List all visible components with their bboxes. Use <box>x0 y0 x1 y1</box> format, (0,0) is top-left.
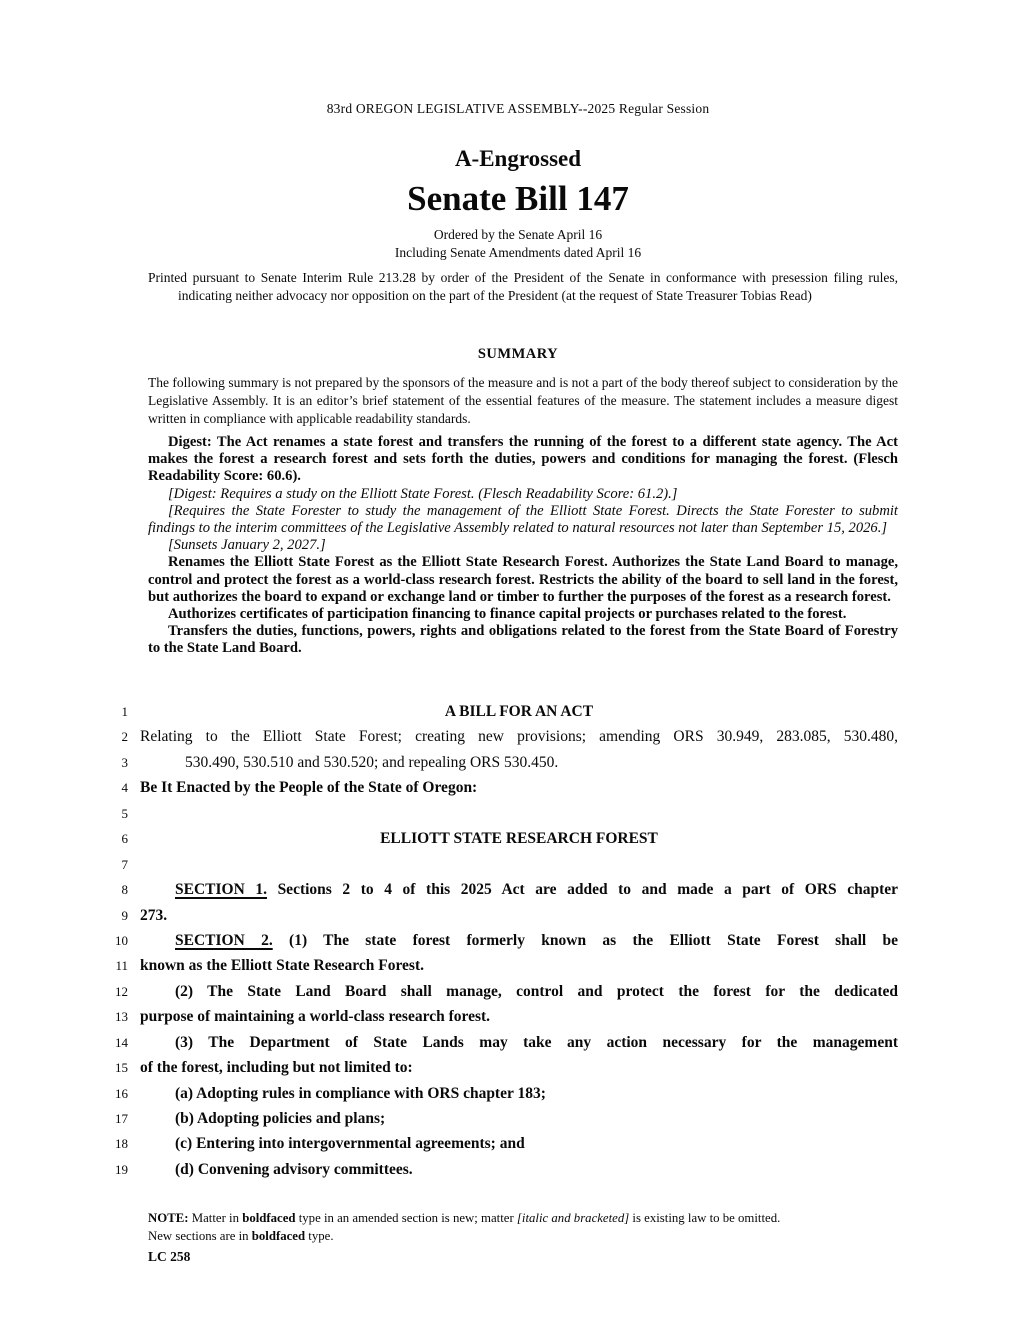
bill-line <box>0 724 898 749</box>
section-label: SECTION 1. <box>175 881 267 899</box>
line-text: (2) The State Land Board shall manage, control and protect the forest for the dedicated <box>175 982 898 1000</box>
line-text: 273. <box>140 906 168 924</box>
line-text: (a) Adopting rules in compliance with ORS chapter 183; <box>175 1084 546 1102</box>
note-segment: NOTE: <box>148 1211 189 1225</box>
note-segment: boldfaced <box>251 1228 306 1243</box>
digest-paragraph: Digest: The Act renames a state forest and transfers the running of the forest to a different state agency. The Act makes the forest a research forest and sets forth the duties, powers and conditions for managing the forest. (Flesch Readability Score: 60.6). <box>148 434 898 485</box>
note-line-1 <box>148 1210 904 1228</box>
digest-paragraph: [Sunsets January 2, 2027.] <box>168 537 326 554</box>
bill-line <box>0 1157 898 1182</box>
bill-line <box>0 826 898 851</box>
bill-line <box>0 1106 898 1131</box>
line-number: 4 <box>121 780 128 796</box>
line-text: Be It Enacted by the People of the State of Oregon: <box>140 779 478 797</box>
note-segment: boldfaced <box>242 1211 296 1225</box>
including-amendments-line: Including Senate Amendments dated April 16 <box>394 244 642 260</box>
section-label: SECTION 2. <box>175 931 273 949</box>
line-number: 13 <box>115 1009 128 1025</box>
printed-pursuant-paragraph: Printed pursuant to Senate Interim Rule 213.28 by order of the President of the Senate in conformance with presession filing rules, indicating neither advocacy nor opposition on the part of the President (at the request of State Treasurer Tobias Read) <box>148 270 898 303</box>
line-number: 10 <box>115 932 128 948</box>
summary-heading: SUMMARY <box>477 346 559 362</box>
digest-paragraph: [Requires the State Forester to study the management of the Elliott State Forest. Directs the State Forester to submit findings to the interim committees of the Legislative Assembly related to natural resources not later than September 15, 2026.] <box>148 502 898 537</box>
note-segment: type. <box>305 1228 334 1243</box>
line-text: SECTION 1. Sections 2 to 4 of this 2025 Act are added to and made a part of ORS chapter <box>175 881 898 899</box>
digest-paragraph: Transfers the duties, functions, powers, rights and obligations related to the forest from the State Board of Forestry to the State Land Board. <box>148 623 898 657</box>
line-number: 14 <box>115 1034 128 1050</box>
bill-line <box>0 1055 898 1080</box>
line-text: A BILL FOR AN ACT <box>444 703 594 720</box>
session-header: 83rd OREGON LEGISLATIVE ASSEMBLY--2025 Regular Session <box>326 101 710 116</box>
engrossed-label: A-Engrossed <box>454 146 582 171</box>
footer-note <box>148 1210 904 1245</box>
bill-line <box>0 1030 898 1055</box>
line-number: 1 <box>121 704 128 719</box>
line-number: 19 <box>115 1161 128 1177</box>
digest-paragraph: Renames the Elliott State Forest as the Elliott State Research Forest. Authorizes the State Land Board to manage, control and protect the forest as a world-class research forest. Restricts the ability of the board to sell land in the forest, but authorizes the board to expand or exchange land or timber to further the purposes of the forest as a research forest. <box>148 554 898 605</box>
bill-line <box>0 903 898 928</box>
ordered-block <box>138 226 898 261</box>
line-text: purpose of maintaining a world-class research forest. <box>140 1008 491 1026</box>
note-segment: type in an amended section is new; matter <box>295 1211 517 1225</box>
line-number: 12 <box>115 983 128 999</box>
line-number: 16 <box>115 1085 128 1101</box>
bill-line <box>0 750 898 775</box>
bill-line <box>0 928 898 953</box>
bill-line <box>0 801 898 826</box>
line-number: 9 <box>121 907 128 923</box>
line-number: 18 <box>115 1136 128 1152</box>
bill-title: Senate Bill 147 <box>407 179 629 218</box>
bill-line <box>0 979 898 1004</box>
note-segment: [italic and bracketed] <box>516 1211 630 1225</box>
line-text: ELLIOTT STATE RESEARCH FOREST <box>380 830 658 848</box>
line-text: (c) Entering into intergovernmental agreements; and <box>175 1135 525 1153</box>
ordered-by-line: Ordered by the Senate April 16 <box>433 227 603 242</box>
line-text: (d) Convening advisory committees. <box>175 1160 413 1178</box>
line-number: 15 <box>115 1060 128 1076</box>
line-number: 7 <box>121 856 128 872</box>
bill-lines <box>0 699 898 1182</box>
bill-line <box>0 877 898 902</box>
bill-line <box>0 953 898 978</box>
line-number: 5 <box>121 805 128 821</box>
bill-line <box>0 1004 898 1029</box>
line-number: 8 <box>121 882 128 898</box>
digest-paragraph: [Digest: Requires a study on the Elliott State Forest. (Flesch Readability Score: 61.2).] <box>168 485 678 502</box>
line-number: 2 <box>121 729 128 745</box>
line-number: 6 <box>121 831 128 847</box>
line-text: of the forest, including but not limited to: <box>140 1059 413 1077</box>
note-segment: is existing law to be omitted. <box>629 1211 781 1225</box>
line-text: Relating to the Elliott State Forest; creating new provisions; amending ORS 30.949, 283.085, 530.480, <box>140 728 898 746</box>
bill-line <box>0 852 898 877</box>
line-number: 11 <box>115 958 128 974</box>
digest-paragraph: Authorizes certificates of participation financing to finance capital projects or purchases related to the forest. <box>168 606 847 623</box>
line-text: 530.490, 530.510 and 530.520; and repealing ORS 530.450. <box>185 753 559 771</box>
note-segment: Matter in <box>188 1211 243 1225</box>
line-text: SECTION 2. (1) The state forest formerly known as the Elliott State Forest shall be <box>175 931 898 949</box>
bill-line <box>0 1081 898 1106</box>
note-segment: New sections are in <box>148 1228 252 1243</box>
bill-line <box>0 1131 898 1156</box>
lc-number: LC 258 <box>148 1249 191 1264</box>
line-text: (b) Adopting policies and plans; <box>175 1110 386 1127</box>
digest-paragraphs <box>148 434 898 658</box>
line-number: 17 <box>115 1111 128 1126</box>
bill-line <box>0 775 898 800</box>
line-text: known as the Elliott State Research Forest. <box>140 957 425 975</box>
note-line-2 <box>148 1228 904 1246</box>
line-text: (3) The Department of State Lands may take any action necessary for the management <box>175 1033 898 1051</box>
summary-body: The following summary is not prepared by the sponsors of the measure and is not a part of the body thereof subject to consideration by the Legislative Assembly. It is an editor’s brief statement of the essential features of the measure. The statement includes a measure digest written in compliance with applicable readability standards. <box>148 375 898 426</box>
line-number: 3 <box>121 754 128 770</box>
bill-line <box>0 699 898 724</box>
